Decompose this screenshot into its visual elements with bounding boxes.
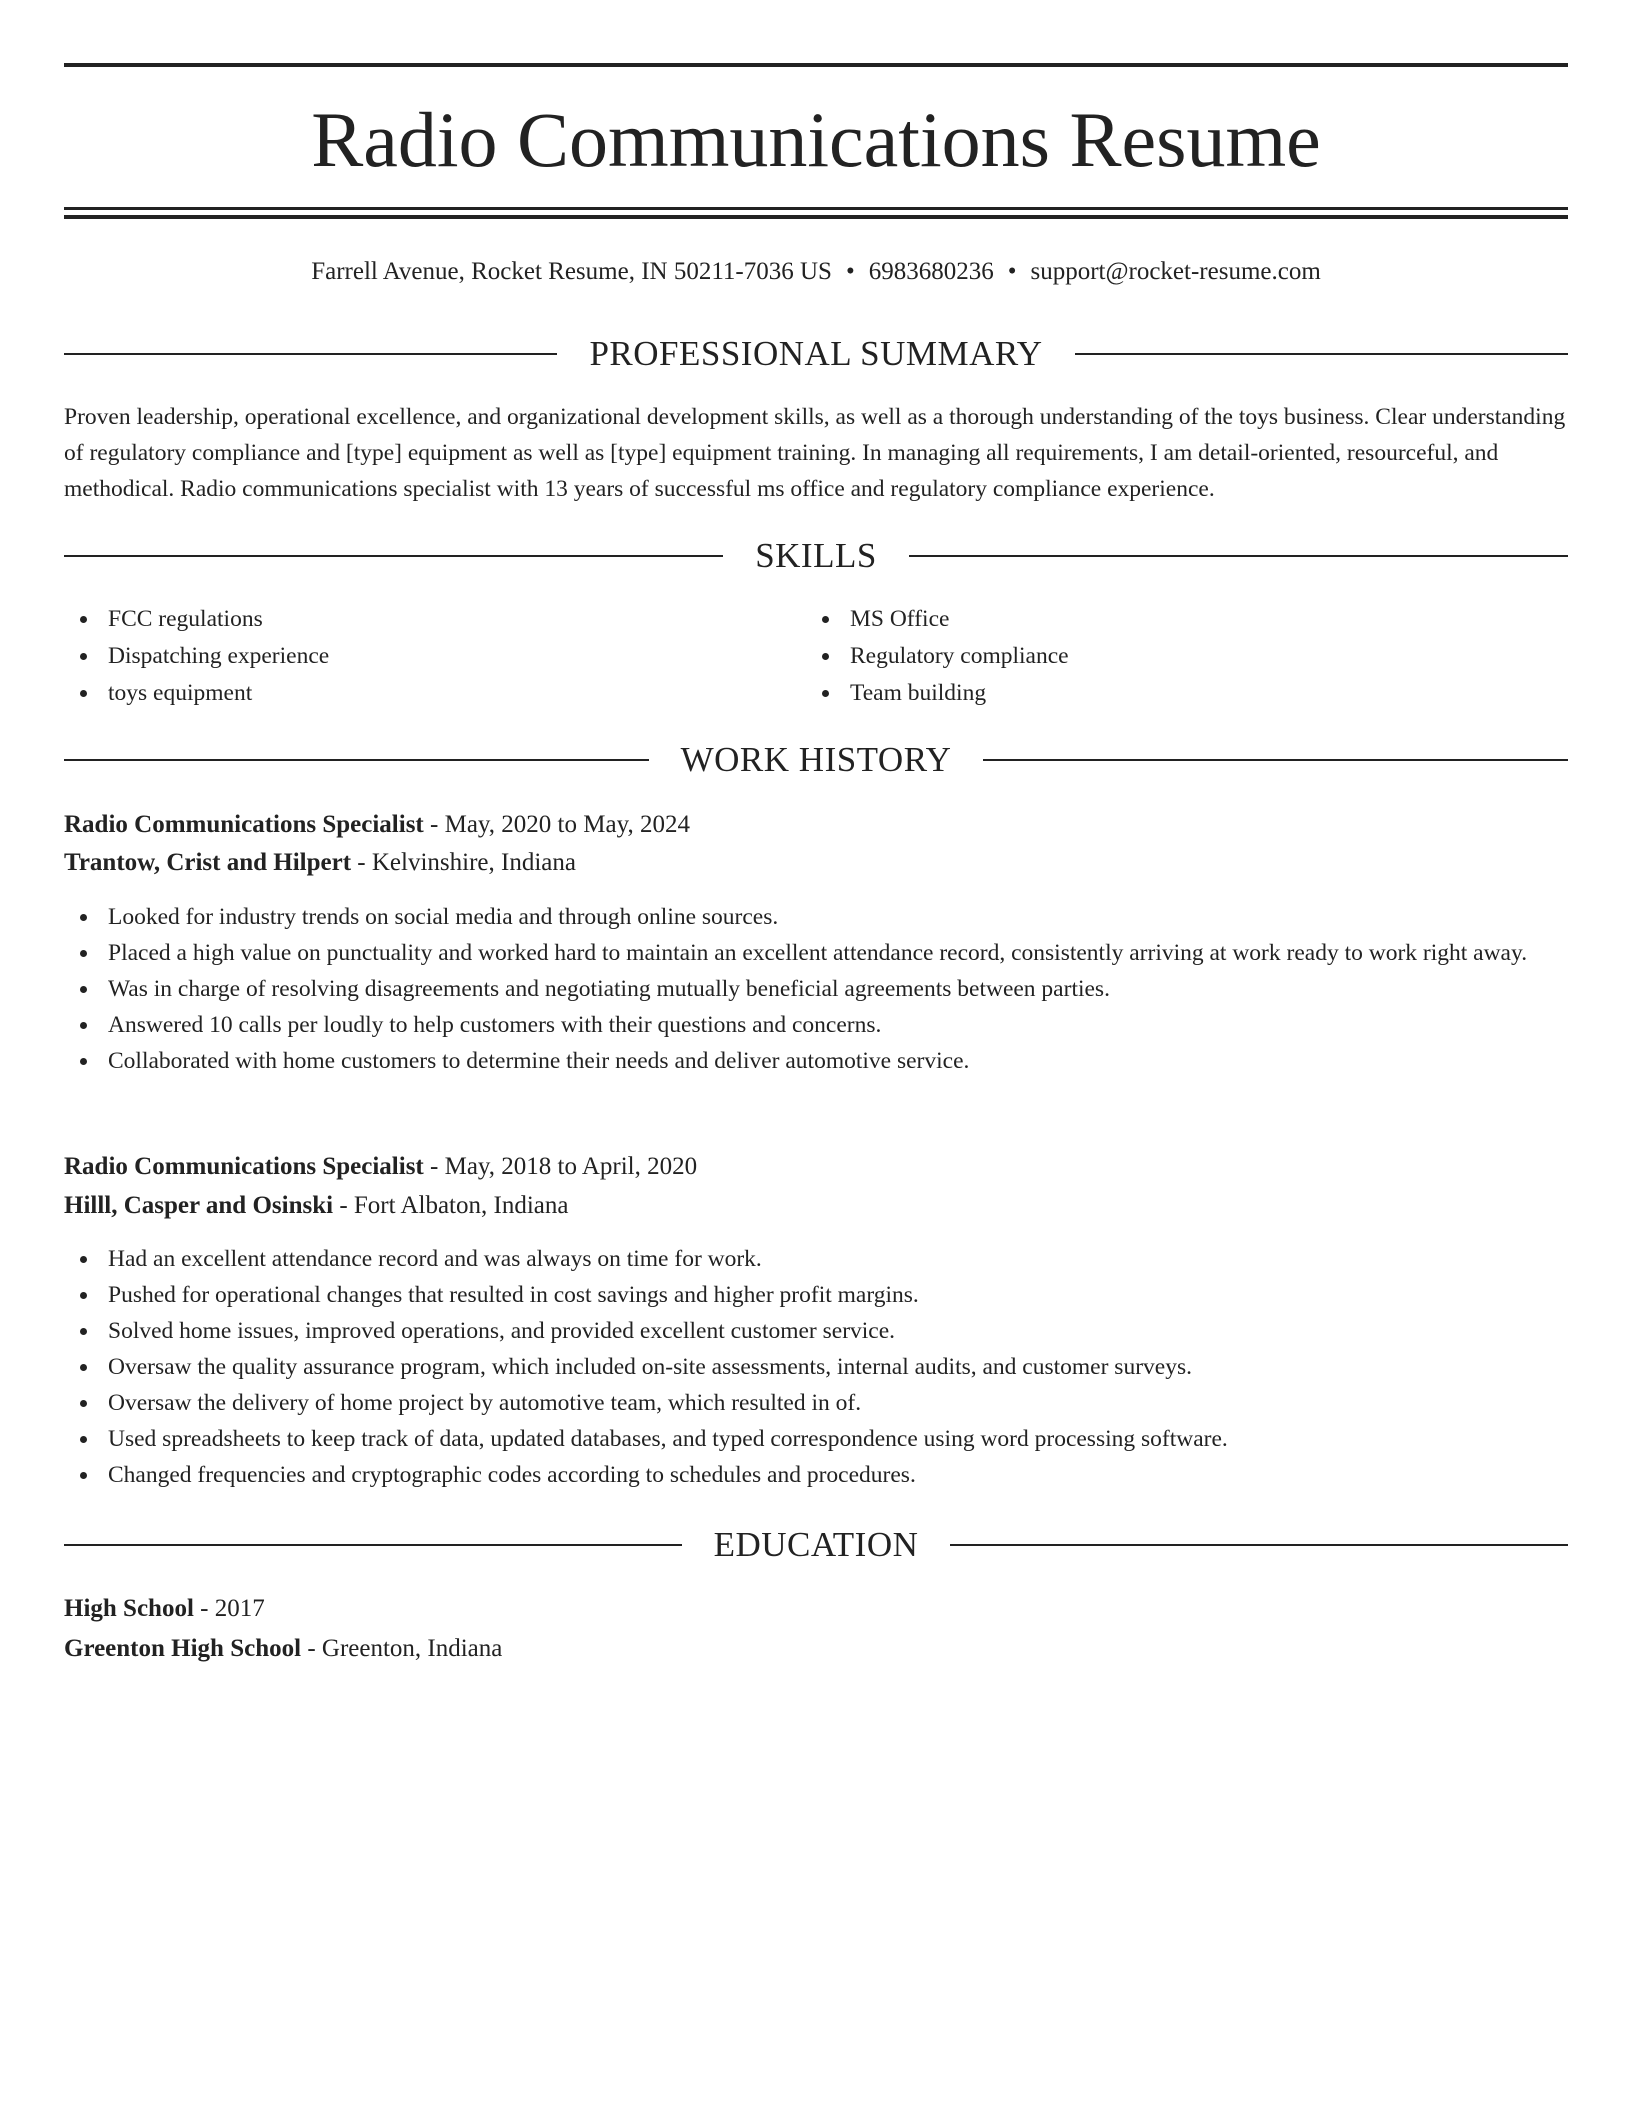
skills-list-right xyxy=(806,601,1506,712)
title-rule-lower xyxy=(64,215,1568,219)
skill-item: Regulatory compliance xyxy=(806,638,1506,675)
section-title-education: EDUCATION xyxy=(713,1525,919,1564)
duty-item: Used spreadsheets to keep track of data, updated databases, and typed correspondence using word processing software. xyxy=(64,1421,1568,1457)
education-location: - Greenton, Indiana xyxy=(301,1635,503,1662)
job-location: - Kelvinshire, Indiana xyxy=(351,849,576,876)
contact-phone: 6983680236 xyxy=(868,258,994,285)
skills-list-left xyxy=(64,601,764,712)
job-title-line xyxy=(64,1149,1568,1185)
section-title-skills: SKILLS xyxy=(755,536,877,575)
education-school: Greenton High School xyxy=(64,1635,302,1662)
skill-item: FCC regulations xyxy=(64,601,764,638)
skill-item: MS Office xyxy=(806,601,1506,638)
job-dates: - May, 2018 to April, 2020 xyxy=(423,1153,698,1180)
duty-item: Changed frequencies and cryptographic codes according to schedules and procedures. xyxy=(64,1457,1568,1493)
contact-separator: • xyxy=(1007,258,1017,285)
education-degree: High School xyxy=(64,1595,194,1622)
job-location: - Fort Albaton, Indiana xyxy=(333,1192,569,1219)
job-title-line xyxy=(64,807,1568,843)
title-rule-upper xyxy=(64,207,1568,210)
summary-text: Proven leadership, operational excellence, and organizational development skills, as well as a thorough understanding of the toys business. Clear understanding of regulatory compliance and [type] equipment as well as [type] equipment training. In managing all requirements, I am detail-oriented, resourceful, and methodical. Radio communications specialist with 13 years of successful ms office and regulatory compliance experience. xyxy=(64,404,1566,502)
education-degree-line xyxy=(64,1591,1568,1627)
section-header-work xyxy=(64,738,1568,782)
divider-line xyxy=(950,1544,1568,1546)
divider-line xyxy=(909,555,1568,557)
section-title-summary: PROFESSIONAL SUMMARY xyxy=(589,334,1043,373)
section-title-work: WORK HISTORY xyxy=(680,740,952,779)
contact-address: Farrell Avenue, Rocket Resume, IN 50211-7036 US xyxy=(311,258,832,285)
contact-email: support@rocket-resume.com xyxy=(1030,258,1321,285)
duty-item: Placed a high value on punctuality and worked hard to maintain an excellent attendance record, consistently arriving at work ready to work right away. xyxy=(64,935,1568,971)
duty-item: Oversaw the quality assurance program, which included on-site assessments, internal audits, and customer surveys. xyxy=(64,1349,1568,1385)
divider-line xyxy=(983,759,1568,761)
job-title: Radio Communications Specialist xyxy=(64,811,424,838)
divider-line xyxy=(64,555,723,557)
skill-item: Dispatching experience xyxy=(64,638,764,675)
job-dates: - May, 2020 to May, 2024 xyxy=(423,811,690,838)
duty-item: Pushed for operational changes that resulted in cost savings and higher profit margins. xyxy=(64,1277,1568,1313)
job-title: Radio Communications Specialist xyxy=(64,1153,424,1180)
job-company: Hilll, Casper and Osinski xyxy=(64,1192,334,1219)
section-header-summary xyxy=(64,332,1568,376)
duty-item: Had an excellent attendance record and was always on time for work. xyxy=(64,1241,1568,1277)
contact-separator: • xyxy=(845,258,855,285)
divider-line xyxy=(64,1544,682,1546)
divider-line xyxy=(64,759,649,761)
top-rule xyxy=(64,63,1568,67)
duty-item: Was in charge of resolving disagreements and negotiating mutually beneficial agreements between parties. xyxy=(64,971,1568,1007)
education-year: - 2017 xyxy=(193,1595,265,1622)
divider-line xyxy=(1075,353,1568,355)
job-company-line xyxy=(64,1188,1568,1224)
job-duties-list xyxy=(64,1241,1568,1493)
job-duties-list xyxy=(64,899,1568,1079)
skill-item: Team building xyxy=(806,675,1506,712)
duty-item: Oversaw the delivery of home project by automotive team, which resulted in of. xyxy=(64,1385,1568,1421)
duty-item: Answered 10 calls per loudly to help customers with their questions and concerns. xyxy=(64,1007,1568,1043)
job-company-line xyxy=(64,845,1568,881)
contact-info xyxy=(64,254,1568,290)
duty-item: Looked for industry trends on social media and through online sources. xyxy=(64,899,1568,935)
duty-item: Collaborated with home customers to determine their needs and deliver automotive service. xyxy=(64,1043,1568,1079)
divider-line xyxy=(64,353,557,355)
job-company: Trantow, Crist and Hilpert xyxy=(64,849,352,876)
section-header-education xyxy=(64,1523,1568,1567)
section-header-skills xyxy=(64,534,1568,578)
skill-item: toys equipment xyxy=(64,675,764,712)
education-school-line xyxy=(64,1631,1568,1667)
page-title: Radio Communications Resume xyxy=(311,96,1321,183)
duty-item: Solved home issues, improved operations, and provided excellent customer service. xyxy=(64,1313,1568,1349)
